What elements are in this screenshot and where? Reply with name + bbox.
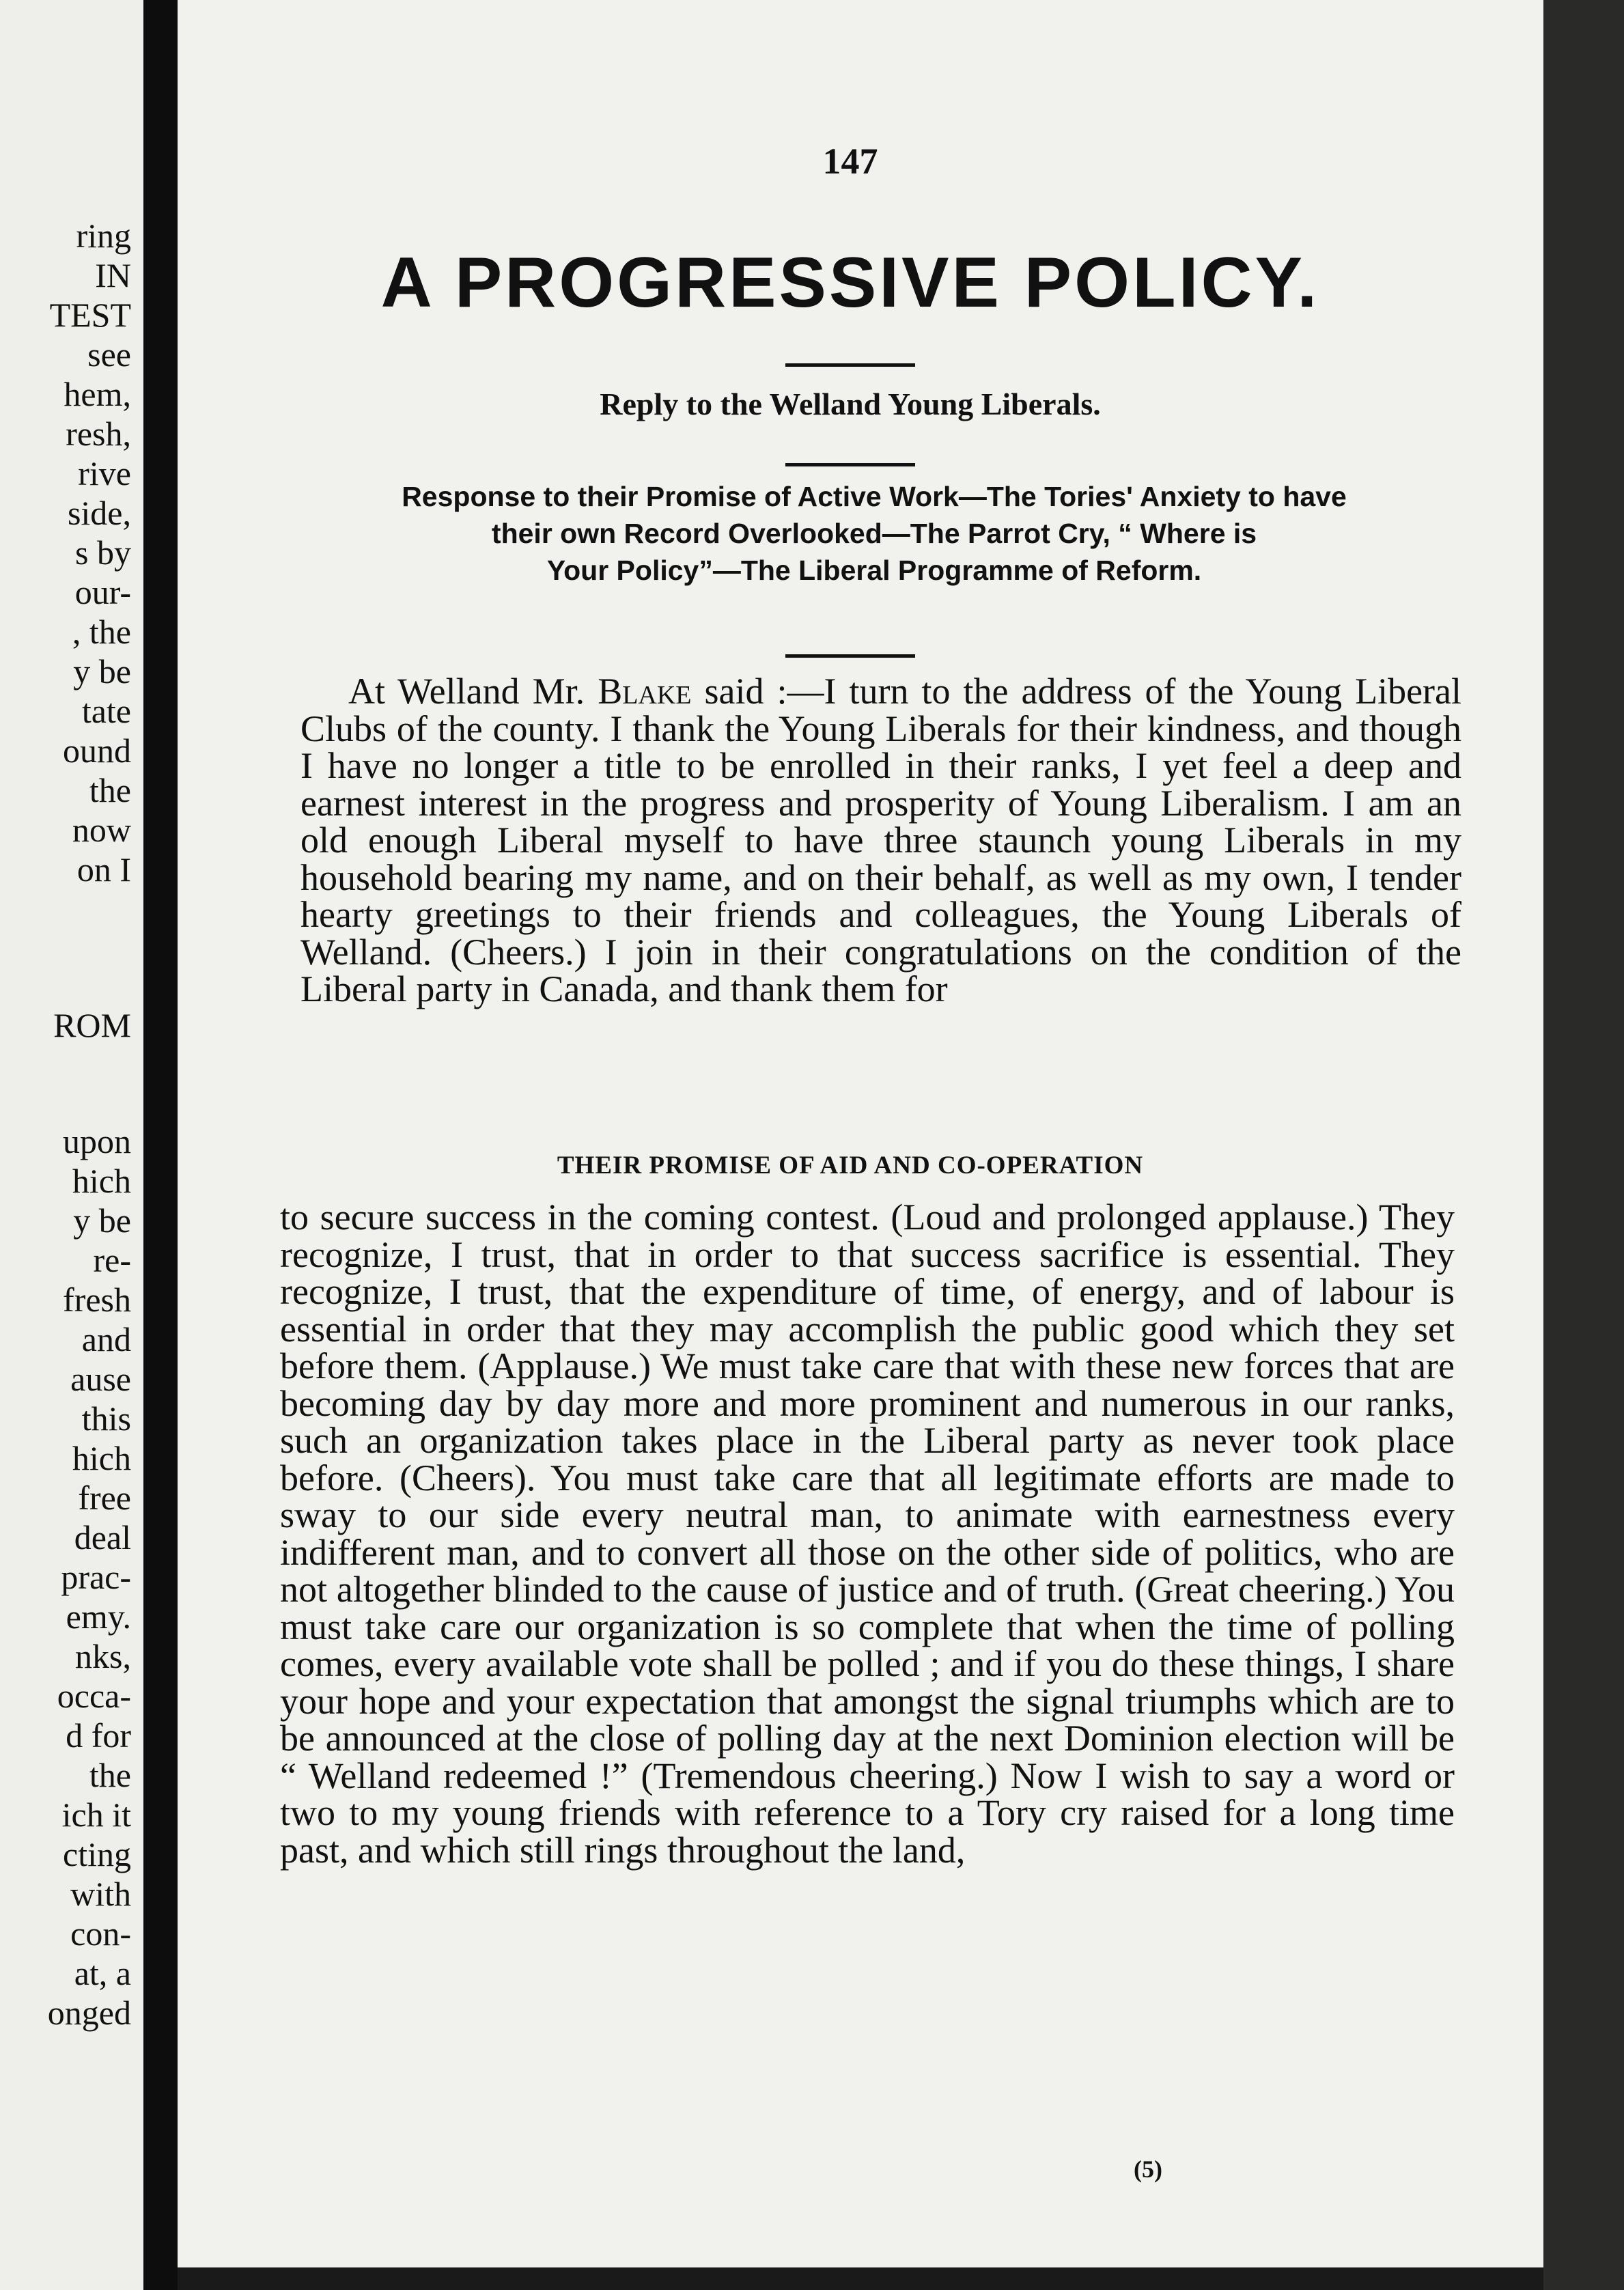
- facing-page-text-fragment: ound: [63, 731, 131, 770]
- facing-page-text-fragment: con-: [70, 1914, 131, 1953]
- facing-page-text-fragment: our-: [74, 573, 131, 611]
- page-edge: [1543, 0, 1624, 2290]
- facing-page-text-fragment: hich: [72, 1162, 131, 1200]
- body-paragraph-2: [280, 1199, 1455, 1869]
- facing-page-text-fragment: fresh: [63, 1281, 131, 1319]
- facing-page-text-fragment: d for: [66, 1716, 131, 1755]
- facing-page-text-fragment: ich it: [61, 1796, 131, 1834]
- facing-page-text-fragment: ause: [70, 1360, 131, 1398]
- facing-page-text-fragment: the: [89, 1756, 131, 1794]
- facing-page-text-fragment: re-: [93, 1241, 131, 1279]
- facing-page-text-fragment: y be: [73, 1201, 131, 1240]
- facing-page-text-fragment: prac-: [61, 1558, 131, 1596]
- facing-page-text-fragment: IN: [95, 256, 131, 294]
- facing-page-text-fragment: hem,: [64, 375, 131, 413]
- speaker-name: Blake: [598, 671, 692, 712]
- document-page: [178, 0, 1543, 2267]
- book-gutter: [143, 0, 178, 2290]
- subtitle-rule: [785, 463, 915, 466]
- facing-page-text-fragment: y be: [73, 652, 131, 690]
- facing-page-text-fragment: resh,: [66, 415, 131, 453]
- facing-page-text-fragment: upon: [63, 1122, 131, 1160]
- summary-line: their own Record Overlooked—The Parrot Cry, “ Where is: [491, 518, 1257, 549]
- facing-page-text-fragment: the: [89, 771, 131, 809]
- facing-page-text-fragment: s by: [75, 533, 131, 572]
- facing-page-text-fragment: hich: [72, 1439, 131, 1477]
- summary-line: Your Policy”—The Liberal Programme of Reform.: [546, 555, 1202, 586]
- facing-page-text-fragment: tate: [81, 692, 131, 730]
- facing-page-text-fragment: side,: [67, 494, 131, 532]
- facing-page-text-fragment: at, a: [74, 1954, 131, 1992]
- facing-page-text-fragment: free: [78, 1479, 131, 1517]
- signature-mark: (5): [1134, 2155, 1162, 2183]
- facing-page-text-fragment: ring: [76, 217, 131, 255]
- facing-page-text-fragment: , the: [72, 613, 131, 651]
- facing-page-text-fragment: emy.: [66, 1597, 131, 1636]
- body-paragraph-1: [300, 673, 1461, 1008]
- title-rule: [785, 363, 915, 367]
- facing-page-text-fragment: see: [87, 335, 131, 374]
- para1-lead: At Welland Mr.: [348, 671, 598, 712]
- para1-text: said :—I turn to the address of the Young Liberal Clubs of the county. I thank the Young Liberals for their kindness, and though I have no longer a title to be enrolled in their ranks, I yet feel a deep and earnest interest in the progress and prosperity of Young Liberalism. I am an old enough Liberal myself to have three staunch young Liberals in my household bearing my name, and on their behalf, as well as my own, I tender hearty greetings to their friends and colleagues, the Young Liberals of Welland. (Cheers.) I join in their congratulations on the condition of the Liberal party in Canada, and thank them for: [300, 671, 1461, 1009]
- summary-rule: [785, 654, 915, 658]
- facing-page-text-fragment: deal: [74, 1518, 131, 1556]
- para2-text: to secure success in the coming contest. (Loud and prolonged applause.) They recognize, I trust, that in order to that success sacrifice is essential. They recognize, I trust, that the expenditure of time, of energy, and of labour is essential in order that they may accomplish the public good which they set before them. (Applause.) We must take care that with these new forces that are becoming day by day more and more prominent and numerous in our ranks, such an organization takes place in the Liberal party as never took place before. (Cheers). You must take care that all legitimate efforts are made to sway to our side every neutral man, to animate with earnestness every indifferent man, and to convert all those on the other side of politics, who are not altogether blinded to the cause of justice and of truth. (Great cheering.) You must take care our organization is so complete that when the time of polling comes, every available vote shall be polled ; and if you do these things, I share your hope and your expectation that amongst the signal triumphs which are to be announced at the close of polling day at the next Dominion election will be “ Welland redeemed !” (Tremendous cheering.) Now I wish to say a word or two to my young friends with reference to a Tory cry raised for a long time past, and which still rings throughout the land,: [280, 1197, 1455, 1871]
- facing-page-fragment: [0, 0, 143, 2290]
- facing-page-text-fragment: this: [81, 1399, 131, 1438]
- article-subtitle: Reply to the Welland Young Liberals.: [600, 387, 1101, 421]
- article-title: A PROGRESSIVE POLICY.: [380, 243, 1320, 322]
- facing-page-text-fragment: cting: [63, 1835, 131, 1873]
- article-summary: [294, 478, 1455, 589]
- facing-page-text-fragment: with: [70, 1875, 131, 1913]
- facing-page-text-fragment: nks,: [75, 1637, 131, 1675]
- facing-page-text-fragment: occa-: [57, 1677, 131, 1715]
- crosshead: THEIR PROMISE OF AID AND CO-OPERATION: [557, 1151, 1144, 1179]
- facing-page-text-fragment: now: [72, 811, 131, 849]
- facing-page-text-fragment: ROM: [53, 1006, 131, 1044]
- page-number: 147: [822, 141, 878, 182]
- facing-page-text-fragment: and: [81, 1320, 131, 1358]
- facing-page-text-fragment: onged: [47, 1994, 131, 2032]
- facing-page-text-fragment: rive: [78, 454, 131, 492]
- facing-page-text-fragment: on I: [76, 850, 131, 889]
- facing-page-text-fragment: TEST: [49, 296, 131, 334]
- summary-line: Response to their Promise of Active Work—The Tories' Anxiety to have: [402, 481, 1347, 512]
